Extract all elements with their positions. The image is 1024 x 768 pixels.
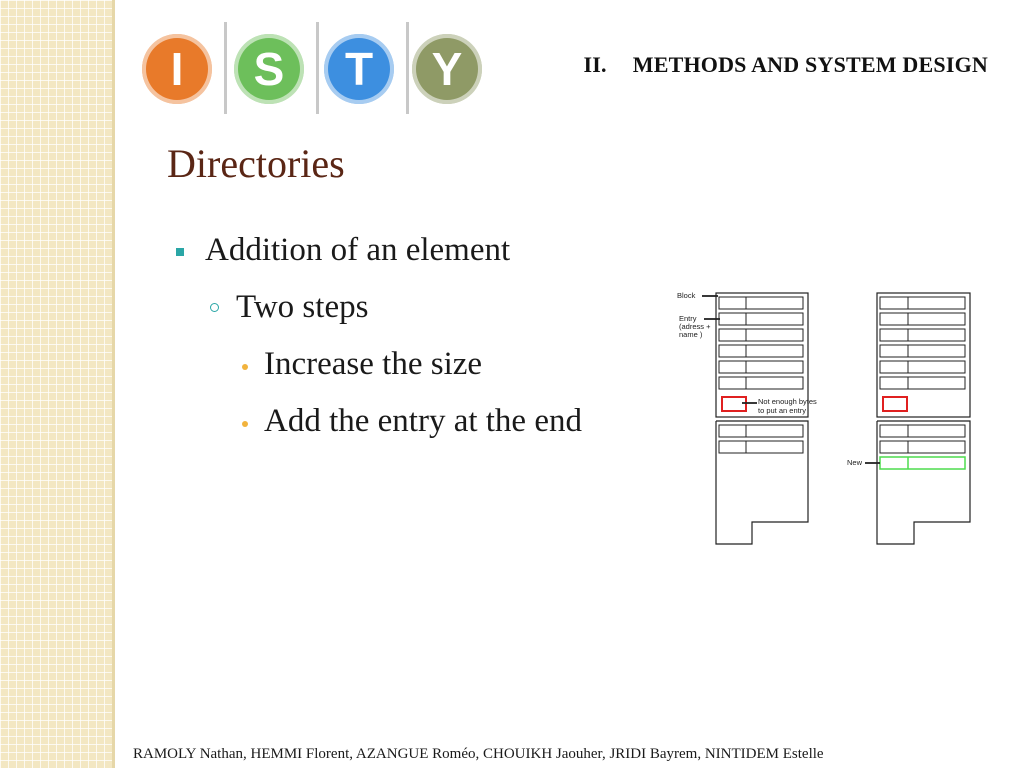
- circle-bullet-icon: [210, 303, 219, 312]
- block-outline: [716, 421, 808, 544]
- entry-rows: [719, 297, 803, 389]
- block-outline: [877, 421, 970, 544]
- new-label: New: [847, 458, 863, 467]
- bullet-level-3: Increase the size: [264, 346, 483, 382]
- not-enough-label: to put an entry: [758, 406, 806, 415]
- directory-block-diagram: [660, 282, 990, 556]
- dot-bullet-icon: [242, 421, 248, 427]
- bullet-level-3: Add the entry at the end: [264, 403, 582, 439]
- free-slot-red: [883, 397, 907, 411]
- block-outline: [877, 293, 970, 417]
- entry-label: name ): [679, 330, 703, 339]
- not-enough-label: Not enough bytes: [758, 397, 817, 406]
- new-entry-row: [880, 457, 965, 469]
- footer-authors: RAMOLY Nathan, HEMMI Florent, AZANGUE Roméo, CHOUIKH Jaouher, JRIDI Bayrem, NINTIDEM Estelle: [133, 746, 824, 762]
- section-title: METHODS AND SYSTEM DESIGN: [632, 52, 988, 77]
- logo-divider: [224, 22, 227, 114]
- decorative-side-strip: [0, 0, 112, 768]
- not-enough-space-slot: [722, 397, 746, 411]
- bullet-level-1: Addition of an element: [205, 232, 511, 268]
- logo-letter-s: S: [234, 34, 304, 104]
- section-number: II.: [583, 52, 607, 77]
- slide-title: Directories: [167, 141, 345, 186]
- block-label: Block: [677, 291, 696, 300]
- logo-letter-i: I: [142, 34, 212, 104]
- entry-label: (adress +: [679, 322, 711, 331]
- istry-logo: [138, 22, 486, 114]
- square-bullet-icon: [176, 248, 184, 256]
- logo-divider: [316, 22, 319, 114]
- side-strip-edge: [112, 0, 115, 768]
- entry-label: Entry: [679, 314, 697, 323]
- logo-letter-y: Y: [412, 34, 482, 104]
- dot-bullet-icon: [242, 364, 248, 370]
- section-heading: [584, 52, 988, 78]
- bullet-level-2: Two steps: [236, 289, 369, 325]
- logo-letter-t: T: [324, 34, 394, 104]
- logo-divider: [406, 22, 409, 114]
